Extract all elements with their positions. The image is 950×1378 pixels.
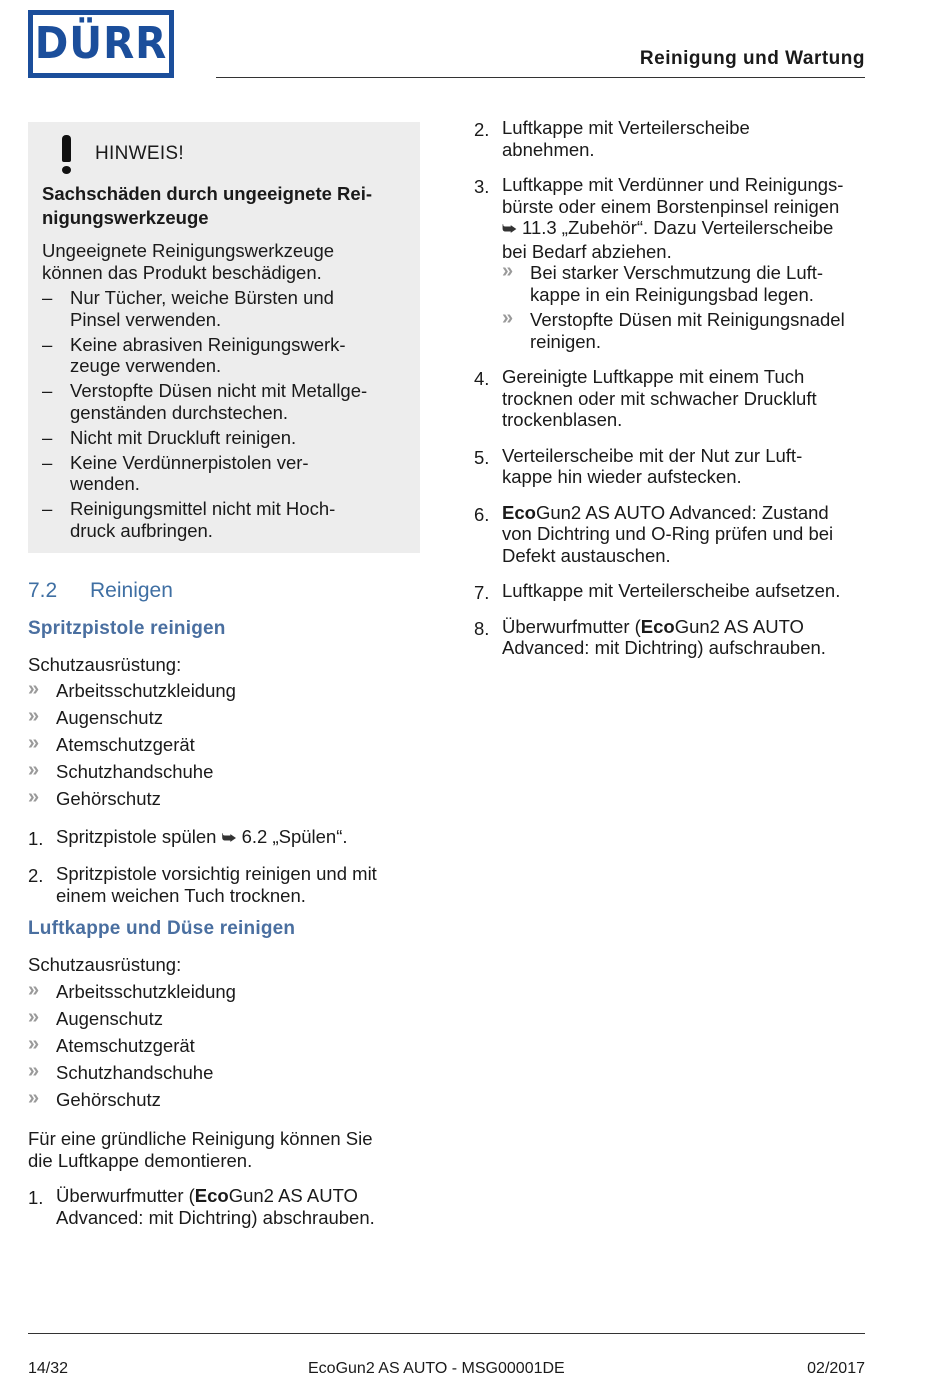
ppe-item: » Gehörschutz (28, 786, 161, 809)
chevron-icon: » (28, 705, 38, 727)
right-column (474, 117, 874, 673)
chevron-icon: » (28, 978, 38, 1001)
ppe-item: » Arbeitsschutzkleidung (28, 978, 236, 1002)
section-number: 7.2 (28, 578, 58, 602)
subheading-air-cap: Luftkappe und Düse reinigen (28, 918, 296, 939)
substep-list (502, 262, 874, 352)
notice-item: – Nicht mit Druckluft reinigen. (42, 426, 297, 448)
duerr-logo (28, 10, 174, 78)
notice-list (42, 287, 406, 541)
step-item: 4. Gereinigte Luftkappe mit einem Tuch trocknen oder mit schwacher Druckluft trockenblasen. (474, 366, 817, 430)
reference-arrow-icon: ⮩ (221, 829, 237, 847)
substep-item: » Verstopfte Düsen mit Reinigungsnadel reinigen. (502, 307, 845, 352)
spray-steps (28, 826, 420, 907)
page-number: 14/32 (28, 1360, 69, 1377)
chevron-icon: » (28, 1086, 38, 1109)
ppe-item: » Atemschutzgerät (28, 732, 195, 755)
chevron-icon: » (28, 1032, 38, 1055)
notice-item: – Keine abrasiven Reinigungswerk- zeuge verwenden. (42, 333, 346, 376)
notice-box (28, 122, 420, 553)
step-item: 2. Spritzpistole vorsichtig reinigen und mit einem weichen Tuch trocknen. (28, 863, 377, 906)
notice-text (42, 240, 406, 283)
step-item: 1. Spritzpistole spülen ⮩ 6.2 „Spülen“. (28, 825, 348, 849)
ppe-item: » Arbeitsschutzkleidung (28, 678, 236, 701)
document-date: 02/2017 (807, 1360, 865, 1377)
chevron-icon: » (502, 307, 512, 329)
ppe-list (28, 978, 420, 1111)
substep-item: » Bei starker Verschmutzung die Luft- kappe in ein Reinigungsbad legen. (502, 260, 824, 305)
ppe-label: Schutzausrüstung: (28, 954, 182, 975)
ppe-item: » Augenschutz (28, 705, 163, 728)
section-title: Reinigen (90, 578, 173, 602)
notice-title-line: nigungswerkzeuge (42, 207, 209, 228)
notice-item: – Verstopfte Düsen nicht mit Metallge- genständen durchstechen. (42, 380, 368, 423)
chevron-icon: » (28, 678, 38, 700)
step-item: 2. Luftkappe mit Verteilerscheibe abnehmen. (474, 117, 750, 160)
ppe-item: » Gehörschutz (28, 1086, 161, 1110)
ppe-list (28, 680, 420, 810)
ppe-item: » Augenschutz (28, 1005, 163, 1029)
logo-frame (33, 15, 169, 73)
logo-text: DÜRR (34, 18, 168, 69)
notice-item: – Keine Verdünnerpistolen ver- wenden. (42, 451, 309, 494)
exclamation-icon (54, 135, 78, 174)
chevron-icon: » (28, 759, 38, 781)
header-divider (216, 77, 865, 78)
step-item: 1. Überwurfmutter (EcoGun2 AS AUTO Advanced: mit Dichtring) abschrauben. (28, 1185, 375, 1228)
chevron-icon: » (28, 732, 38, 754)
chevron-icon: » (28, 1059, 38, 1082)
chevron-icon: » (28, 786, 38, 808)
chapter-title: Reinigung und Wartung (639, 48, 865, 69)
ppe-item: » Atemschutzgerät (28, 1032, 195, 1056)
section-heading (28, 579, 420, 609)
ppe-item: » Schutzhandschuhe (28, 759, 214, 782)
chevron-icon: » (28, 1005, 38, 1028)
intro-text: Für eine gründliche Reinigung können Sie die Luftkappe demontieren. (28, 1128, 373, 1171)
notice-text-line: können das Produkt beschädigen. (42, 261, 322, 283)
step-item: 5. Verteilerscheibe mit der Nut zur Luft- kappe hin wieder aufstecken. (474, 444, 803, 487)
notice-label: HINWEIS! (95, 143, 184, 164)
subheading-spray-gun: Spritzpistole reinigen (28, 617, 226, 639)
ppe-label: Schutzausrüstung: (28, 653, 182, 675)
footer-divider (28, 1333, 865, 1334)
step-item: 8. Überwurfmutter (EcoGun2 AS AUTO Advanced: mit Dichtring) aufschrauben. (474, 615, 826, 658)
reference-arrow-icon: ⮩ (502, 221, 517, 238)
notice-title-line: Sachschäden durch ungeeignete Rei- (42, 183, 372, 204)
left-column (28, 122, 420, 1242)
notice-item: – Nur Tücher, weiche Bürsten und Pinsel verwenden. (42, 287, 334, 330)
aircap-steps-continued (474, 117, 874, 659)
step-item: 3. Luftkappe mit Verdünner und Reinigungs- bürste oder einem Borstenpinsel reinigen ⮩ 11.3 „Zubehör“. Dazu Verteilerscheibe bei Bedarf abziehen. » Bei starker Verschmutzung die Luft- kappe in ein Reinigungsbad legen. » Verstopfte Düsen mit Reinigungsnadel reinigen. (474, 174, 874, 352)
cross-reference-link[interactable]: 11.3 „Zubehör“. Dazu Verteilerscheibe (522, 217, 834, 238)
cross-reference-link[interactable]: 6.2 „Spülen“. (241, 825, 348, 847)
chevron-icon: » (502, 260, 512, 282)
notice-item: – Reinigungsmittel nicht mit Hoch- druck aufbringen. (42, 498, 336, 541)
step-item: 7. Luftkappe mit Verteilerscheibe aufsetzen. (474, 580, 841, 603)
aircap-steps (28, 1185, 420, 1228)
ppe-item: » Schutzhandschuhe (28, 1059, 214, 1083)
notice-text-line: Ungeeignete Reinigungswerkzeuge (42, 240, 335, 261)
step-item: 6. EcoGun2 AS AUTO Advanced: Zustand von Dichtring und O-Ring prüfen und bei Defekt austauschen. (474, 501, 834, 566)
notice-header (42, 130, 406, 178)
document-id: EcoGun2 AS AUTO - MSG00001DE (308, 1360, 565, 1377)
notice-title (42, 182, 406, 230)
